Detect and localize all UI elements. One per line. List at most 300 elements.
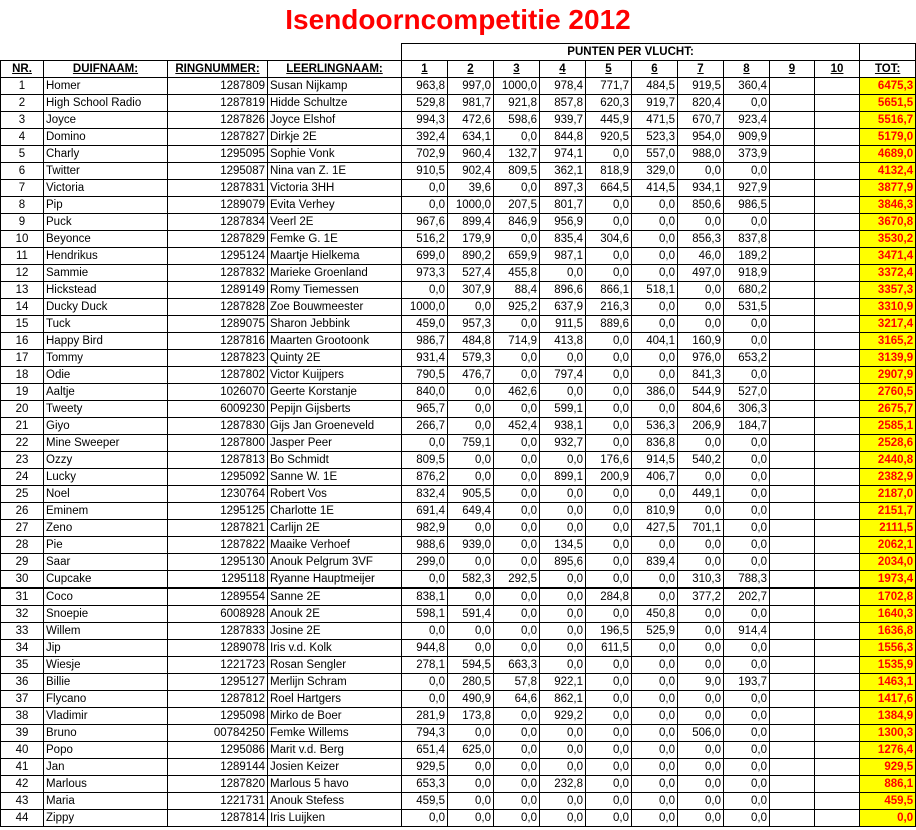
cell-flight-1: 994,3 [402, 112, 448, 129]
competition-table [0, 43, 916, 827]
cell-ringnummer: 1287802 [168, 367, 268, 384]
table-row [1, 640, 916, 657]
cell-flight-2: 0,0 [448, 640, 494, 657]
cell-flight-2: 39,6 [448, 180, 494, 197]
cell-flight-3: 714,9 [494, 333, 540, 350]
cell-leerlingnaam: Nina van Z. 1E [268, 163, 402, 180]
cell-flight-3: 132,7 [494, 146, 540, 163]
cell-flight-1: 529,8 [402, 95, 448, 112]
cell-flight-10 [815, 708, 860, 725]
col-total-header: TOT: [860, 61, 916, 78]
cell-flight-4: 922,1 [540, 674, 586, 691]
cell-flight-1: 651,4 [402, 742, 448, 759]
cell-flight-3: 0,0 [494, 129, 540, 146]
cell-flight-1: 0,0 [402, 571, 448, 589]
cell-flight-9 [770, 299, 815, 316]
cell-flight-7: 0,0 [678, 623, 724, 640]
cell-flight-6: 386,0 [632, 384, 678, 401]
cell-total: 2440,8 [860, 452, 916, 469]
cell-flight-5: 0,0 [586, 708, 632, 725]
cell-total: 929,5 [860, 759, 916, 776]
cell-flight-10 [815, 623, 860, 640]
cell-total: 5651,5 [860, 95, 916, 112]
cell-flight-8: 0,0 [724, 469, 770, 486]
cell-flight-2: 490,9 [448, 691, 494, 708]
cell-duifnaam: Tommy [44, 350, 168, 367]
cell-flight-2: 899,4 [448, 214, 494, 231]
cell-flight-9 [770, 571, 815, 589]
cell-total: 3372,4 [860, 265, 916, 282]
cell-flight-1: 790,5 [402, 367, 448, 384]
cell-flight-6: 557,0 [632, 146, 678, 163]
cell-flight-10 [815, 163, 860, 180]
cell-duifnaam: Billie [44, 674, 168, 691]
cell-ringnummer: 1287827 [168, 129, 268, 146]
table-row [1, 793, 916, 810]
cell-total: 2151,7 [860, 503, 916, 520]
cell-flight-7: 0,0 [678, 163, 724, 180]
cell-flight-10 [815, 486, 860, 503]
cell-ringnummer: 1287819 [168, 95, 268, 112]
cell-duifnaam: Marlous [44, 776, 168, 793]
cell-flight-8: 0,0 [724, 776, 770, 793]
cell-flight-5: 620,3 [586, 95, 632, 112]
cell-duifnaam: Giyo [44, 418, 168, 435]
cell-duifnaam: Cupcake [44, 571, 168, 589]
cell-flight-9 [770, 418, 815, 435]
cell-leerlingnaam: Iris Luijken [268, 810, 402, 827]
cell-nr: 27 [1, 520, 44, 537]
cell-flight-2: 527,4 [448, 265, 494, 282]
cell-ringnummer: 1287820 [168, 776, 268, 793]
cell-duifnaam: Zippy [44, 810, 168, 827]
cell-flight-8: 927,9 [724, 180, 770, 197]
table-row [1, 333, 916, 350]
cell-flight-5: 0,0 [586, 146, 632, 163]
cell-flight-5: 0,0 [586, 657, 632, 674]
cell-flight-3: 846,9 [494, 214, 540, 231]
cell-total: 1300,3 [860, 725, 916, 742]
cell-flight-9 [770, 810, 815, 827]
cell-flight-9 [770, 793, 815, 810]
cell-flight-2: 0,0 [448, 759, 494, 776]
cell-flight-6: 0,0 [632, 401, 678, 418]
cell-flight-2: 0,0 [448, 588, 494, 606]
cell-flight-4: 0,0 [540, 793, 586, 810]
cell-flight-10 [815, 452, 860, 469]
cell-flight-2: 179,9 [448, 231, 494, 248]
cell-flight-4: 0,0 [540, 640, 586, 657]
cell-duifnaam: Puck [44, 214, 168, 231]
cell-flight-6: 0,0 [632, 486, 678, 503]
cell-flight-1: 699,0 [402, 248, 448, 265]
cell-flight-8: 0,0 [724, 486, 770, 503]
cell-flight-2: 1000,0 [448, 197, 494, 214]
cell-flight-9 [770, 725, 815, 742]
cell-flight-1: 832,4 [402, 486, 448, 503]
cell-flight-5: 304,6 [586, 231, 632, 248]
col-leerlingnaam-header: LEERLINGNAAM: [268, 61, 402, 78]
cell-flight-10 [815, 401, 860, 418]
cell-flight-7: 206,9 [678, 418, 724, 435]
cell-flight-8: 680,2 [724, 282, 770, 299]
cell-total: 459,5 [860, 793, 916, 810]
cell-flight-9 [770, 776, 815, 793]
cell-ringnummer: 1287822 [168, 537, 268, 554]
table-row [1, 554, 916, 571]
cell-duifnaam: Tweety [44, 401, 168, 418]
cell-flight-4: 0,0 [540, 810, 586, 827]
cell-flight-8: 909,9 [724, 129, 770, 146]
cell-flight-6: 0,0 [632, 299, 678, 316]
cell-nr: 24 [1, 469, 44, 486]
cell-flight-9 [770, 282, 815, 299]
cell-flight-9 [770, 623, 815, 640]
cell-flight-4: 844,8 [540, 129, 586, 146]
cell-flight-10 [815, 418, 860, 435]
cell-flight-10 [815, 333, 860, 350]
cell-leerlingnaam: Josien Keizer [268, 759, 402, 776]
cell-flight-6: 0,0 [632, 231, 678, 248]
cell-ringnummer: 1287814 [168, 810, 268, 827]
cell-flight-10 [815, 180, 860, 197]
cell-duifnaam: Pie [44, 537, 168, 554]
cell-flight-1: 967,6 [402, 214, 448, 231]
cell-duifnaam: Domino [44, 129, 168, 146]
cell-flight-6: 0,0 [632, 725, 678, 742]
cell-flight-10 [815, 674, 860, 691]
cell-flight-3: 0,0 [494, 742, 540, 759]
cell-ringnummer: 1287812 [168, 691, 268, 708]
cell-flight-6: 839,4 [632, 554, 678, 571]
col-duifnaam-header: DUIFNAAM: [44, 61, 168, 78]
cell-ringnummer: 1295125 [168, 503, 268, 520]
cell-flight-3: 0,0 [494, 623, 540, 640]
cell-flight-10 [815, 793, 860, 810]
col-flight-7-header: 7 [678, 61, 724, 78]
cell-ringnummer: 1289144 [168, 759, 268, 776]
table-row [1, 180, 916, 197]
cell-flight-5: 920,5 [586, 129, 632, 146]
cell-total: 1463,1 [860, 674, 916, 691]
cell-flight-3: 921,8 [494, 95, 540, 112]
cell-ringnummer: 1287826 [168, 112, 268, 129]
cell-flight-1: 691,4 [402, 503, 448, 520]
cell-nr: 34 [1, 640, 44, 657]
cell-flight-9 [770, 452, 815, 469]
cell-leerlingnaam: Anouk 2E [268, 606, 402, 623]
cell-flight-3: 0,0 [494, 708, 540, 725]
cell-total: 6475,3 [860, 78, 916, 95]
cell-total: 3471,4 [860, 248, 916, 265]
cell-flight-9 [770, 486, 815, 503]
cell-flight-10 [815, 265, 860, 282]
cell-flight-8: 0,0 [724, 435, 770, 452]
col-nr-header: NR. [1, 61, 44, 78]
cell-flight-10 [815, 657, 860, 674]
cell-flight-10 [815, 350, 860, 367]
cell-total: 886,1 [860, 776, 916, 793]
cell-flight-5: 0,0 [586, 265, 632, 282]
cell-ringnummer: 1221723 [168, 657, 268, 674]
cell-flight-1: 0,0 [402, 810, 448, 827]
cell-flight-7: 506,0 [678, 725, 724, 742]
cell-flight-2: 625,0 [448, 742, 494, 759]
cell-flight-4: 835,4 [540, 231, 586, 248]
cell-flight-6: 536,3 [632, 418, 678, 435]
cell-nr: 22 [1, 435, 44, 452]
cell-flight-9 [770, 640, 815, 657]
cell-ringnummer: 1287829 [168, 231, 268, 248]
cell-flight-4: 0,0 [540, 742, 586, 759]
cell-flight-5: 0,0 [586, 571, 632, 589]
table-row [1, 435, 916, 452]
cell-flight-8: 0,0 [724, 759, 770, 776]
cell-flight-9 [770, 520, 815, 537]
cell-nr: 40 [1, 742, 44, 759]
col-flight-4-header: 4 [540, 61, 586, 78]
cell-nr: 15 [1, 316, 44, 333]
cell-ringnummer: 1287834 [168, 214, 268, 231]
table-row [1, 282, 916, 299]
cell-flight-7: 919,5 [678, 78, 724, 95]
cell-nr: 37 [1, 691, 44, 708]
cell-flight-10 [815, 571, 860, 589]
cell-flight-2: 0,0 [448, 452, 494, 469]
cell-total: 3217,4 [860, 316, 916, 333]
cell-duifnaam: Tuck [44, 316, 168, 333]
cell-flight-3: 0,0 [494, 793, 540, 810]
cell-flight-10 [815, 554, 860, 571]
cell-flight-9 [770, 146, 815, 163]
cell-duifnaam: Maria [44, 793, 168, 810]
cell-flight-7: 934,1 [678, 180, 724, 197]
cell-flight-3: 0,0 [494, 759, 540, 776]
cell-flight-7: 976,0 [678, 350, 724, 367]
cell-duifnaam: Bruno [44, 725, 168, 742]
points-per-flight-label: PUNTEN PER VLUCHT: [402, 44, 860, 61]
cell-flight-9 [770, 401, 815, 418]
table-row [1, 367, 916, 384]
cell-nr: 4 [1, 129, 44, 146]
cell-ringnummer: 1289075 [168, 316, 268, 333]
cell-flight-9 [770, 674, 815, 691]
cell-flight-7: 0,0 [678, 316, 724, 333]
cell-flight-3: 0,0 [494, 452, 540, 469]
cell-flight-2: 594,5 [448, 657, 494, 674]
cell-flight-3: 0,0 [494, 520, 540, 537]
cell-flight-5: 0,0 [586, 776, 632, 793]
cell-nr: 42 [1, 776, 44, 793]
cell-flight-5: 0,0 [586, 486, 632, 503]
cell-flight-8: 202,7 [724, 588, 770, 606]
cell-flight-8: 0,0 [724, 691, 770, 708]
col-flight-2-header: 2 [448, 61, 494, 78]
cell-duifnaam: Charly [44, 146, 168, 163]
cell-flight-4: 987,1 [540, 248, 586, 265]
cell-flight-6: 427,5 [632, 520, 678, 537]
cell-nr: 39 [1, 725, 44, 742]
cell-duifnaam: Zeno [44, 520, 168, 537]
cell-duifnaam: Flycano [44, 691, 168, 708]
cell-flight-4: 932,7 [540, 435, 586, 452]
cell-flight-5: 611,5 [586, 640, 632, 657]
cell-flight-9 [770, 606, 815, 623]
cell-nr: 41 [1, 759, 44, 776]
cell-duifnaam: Mine Sweeper [44, 435, 168, 452]
cell-leerlingnaam: Femke Willems [268, 725, 402, 742]
col-flight-3-header: 3 [494, 61, 540, 78]
col-flight-6-header: 6 [632, 61, 678, 78]
cell-flight-9 [770, 129, 815, 146]
cell-ringnummer: 1287809 [168, 78, 268, 95]
table-row [1, 350, 916, 367]
cell-flight-1: 963,8 [402, 78, 448, 95]
cell-flight-9 [770, 333, 815, 350]
cell-flight-10 [815, 503, 860, 520]
cell-flight-6: 914,5 [632, 452, 678, 469]
cell-duifnaam: Ozzy [44, 452, 168, 469]
cell-leerlingnaam: Josine 2E [268, 623, 402, 640]
cell-flight-9 [770, 350, 815, 367]
cell-flight-9 [770, 588, 815, 606]
cell-total: 2062,1 [860, 537, 916, 554]
cell-flight-5: 0,0 [586, 248, 632, 265]
cell-flight-4: 0,0 [540, 657, 586, 674]
cell-flight-5: 0,0 [586, 350, 632, 367]
cell-flight-6: 523,3 [632, 129, 678, 146]
cell-leerlingnaam: Gijs Jan Groeneveld [268, 418, 402, 435]
cell-flight-4: 0,0 [540, 486, 586, 503]
cell-flight-5: 0,0 [586, 793, 632, 810]
cell-flight-8: 184,7 [724, 418, 770, 435]
cell-flight-1: 459,0 [402, 316, 448, 333]
cell-flight-7: 841,3 [678, 367, 724, 384]
cell-flight-8: 306,3 [724, 401, 770, 418]
cell-flight-4: 797,4 [540, 367, 586, 384]
cell-leerlingnaam: Maaike Verhoef [268, 537, 402, 554]
cell-flight-5: 200,9 [586, 469, 632, 486]
cell-flight-8: 531,5 [724, 299, 770, 316]
cell-flight-6: 0,0 [632, 640, 678, 657]
cell-flight-9 [770, 503, 815, 520]
cell-flight-6: 329,0 [632, 163, 678, 180]
cell-flight-9 [770, 469, 815, 486]
cell-duifnaam: Victoria [44, 180, 168, 197]
cell-nr: 19 [1, 384, 44, 401]
cell-nr: 17 [1, 350, 44, 367]
cell-flight-9 [770, 742, 815, 759]
cell-flight-7: 0,0 [678, 742, 724, 759]
table-row [1, 469, 916, 486]
cell-flight-8: 0,0 [724, 708, 770, 725]
cell-nr: 21 [1, 418, 44, 435]
cell-flight-8: 837,8 [724, 231, 770, 248]
table-row [1, 503, 916, 520]
cell-flight-3: 659,9 [494, 248, 540, 265]
cell-flight-3: 0,0 [494, 537, 540, 554]
cell-flight-6: 0,0 [632, 537, 678, 554]
cell-ringnummer: 6009230 [168, 401, 268, 418]
cell-flight-9 [770, 537, 815, 554]
cell-flight-6: 0,0 [632, 742, 678, 759]
cell-flight-10 [815, 78, 860, 95]
cell-nr: 3 [1, 112, 44, 129]
cell-flight-7: 988,0 [678, 146, 724, 163]
cell-flight-1: 876,2 [402, 469, 448, 486]
cell-flight-6: 0,0 [632, 793, 678, 810]
cell-flight-3: 88,4 [494, 282, 540, 299]
cell-flight-8: 923,4 [724, 112, 770, 129]
table-row [1, 163, 916, 180]
cell-duifnaam: Hendrikus [44, 248, 168, 265]
cell-ringnummer: 1295092 [168, 469, 268, 486]
cell-flight-8: 0,0 [724, 333, 770, 350]
cell-flight-4: 801,7 [540, 197, 586, 214]
cell-flight-8: 0,0 [724, 214, 770, 231]
cell-flight-1: 516,2 [402, 231, 448, 248]
cell-flight-3: 462,6 [494, 384, 540, 401]
cell-nr: 29 [1, 554, 44, 571]
cell-flight-4: 857,8 [540, 95, 586, 112]
cell-ringnummer: 1289149 [168, 282, 268, 299]
cell-flight-4: 637,9 [540, 299, 586, 316]
cell-flight-9 [770, 691, 815, 708]
header-spacer-total [860, 44, 916, 61]
cell-flight-1: 988,6 [402, 537, 448, 554]
cell-flight-3: 0,0 [494, 776, 540, 793]
cell-duifnaam: High School Radio [44, 95, 168, 112]
cell-flight-5: 0,0 [586, 691, 632, 708]
cell-flight-1: 0,0 [402, 180, 448, 197]
cell-flight-7: 0,0 [678, 793, 724, 810]
cell-flight-8: 0,0 [724, 316, 770, 333]
cell-leerlingnaam: Roel Hartgers [268, 691, 402, 708]
col-flight-10-header: 10 [815, 61, 860, 78]
cell-flight-1: 982,9 [402, 520, 448, 537]
table-row [1, 197, 916, 214]
table-row [1, 452, 916, 469]
cell-duifnaam: Vladimir [44, 708, 168, 725]
cell-flight-8: 788,3 [724, 571, 770, 589]
cell-flight-10 [815, 810, 860, 827]
cell-flight-10 [815, 776, 860, 793]
cell-flight-9 [770, 95, 815, 112]
cell-flight-10 [815, 384, 860, 401]
cell-flight-3: 598,6 [494, 112, 540, 129]
cell-flight-5: 284,8 [586, 588, 632, 606]
cell-flight-2: 173,8 [448, 708, 494, 725]
table-row [1, 248, 916, 265]
cell-leerlingnaam: Rosan Sengler [268, 657, 402, 674]
cell-flight-1: 929,5 [402, 759, 448, 776]
cell-leerlingnaam: Femke G. 1E [268, 231, 402, 248]
cell-flight-10 [815, 606, 860, 623]
cell-flight-8: 0,0 [724, 537, 770, 554]
cell-flight-2: 0,0 [448, 725, 494, 742]
cell-total: 1384,9 [860, 708, 916, 725]
table-row [1, 520, 916, 537]
cell-flight-1: 459,5 [402, 793, 448, 810]
table-row [1, 742, 916, 759]
cell-duifnaam: Willem [44, 623, 168, 640]
table-row [1, 95, 916, 112]
cell-ringnummer: 1289079 [168, 197, 268, 214]
cell-flight-9 [770, 435, 815, 452]
cell-flight-10 [815, 129, 860, 146]
cell-flight-7: 0,0 [678, 691, 724, 708]
cell-ringnummer: 6008928 [168, 606, 268, 623]
